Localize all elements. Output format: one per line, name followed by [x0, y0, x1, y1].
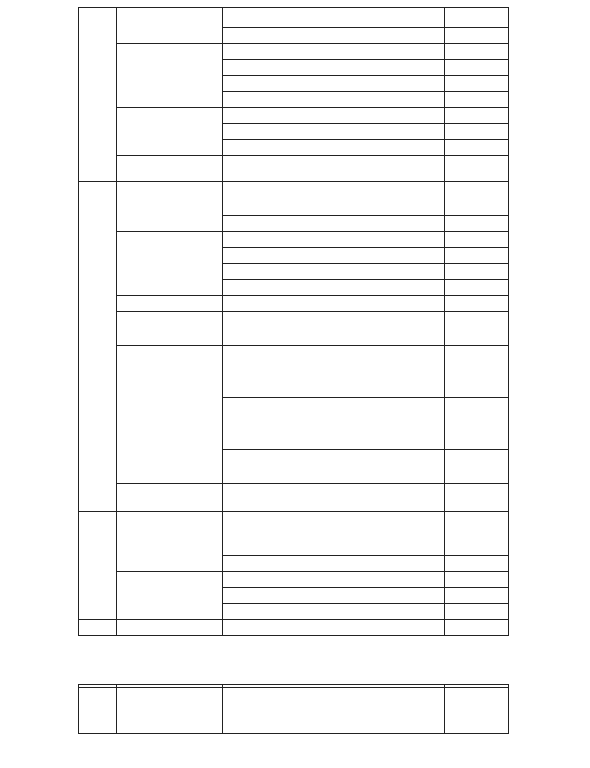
table-row — [79, 232, 509, 248]
point-cell — [223, 44, 445, 60]
unit-cell — [79, 8, 117, 182]
table-row — [79, 296, 509, 312]
point-cell — [223, 248, 445, 264]
item-cell — [117, 156, 223, 182]
req-cell — [445, 140, 509, 156]
req-cell — [445, 450, 509, 484]
req-cell — [445, 92, 509, 108]
point-cell — [223, 140, 445, 156]
table-row — [79, 484, 509, 512]
req-cell — [445, 44, 509, 60]
point-cell — [223, 92, 445, 108]
table-row — [79, 620, 509, 636]
point-cell — [223, 232, 445, 248]
req-cell — [445, 60, 509, 76]
table-row — [79, 182, 509, 216]
point-cell — [223, 312, 445, 346]
req-cell — [445, 124, 509, 140]
table-row — [79, 156, 509, 182]
item-cell — [117, 232, 223, 296]
table-row — [79, 688, 509, 734]
point-cell — [223, 604, 445, 620]
syllabus-table — [78, 7, 509, 636]
table-row — [79, 312, 509, 346]
point-cell — [223, 264, 445, 280]
point-cell — [223, 76, 445, 92]
unit-cell — [79, 182, 117, 512]
req-cell — [445, 216, 509, 232]
point-cell — [223, 346, 445, 398]
item-cell — [117, 182, 223, 232]
unit-cell — [79, 620, 117, 636]
item-cell — [117, 8, 223, 44]
req-cell — [445, 264, 509, 280]
item-cell — [117, 572, 223, 620]
item-cell — [117, 512, 223, 572]
point-cell — [223, 588, 445, 604]
item-cell — [117, 688, 223, 734]
point-cell — [223, 216, 445, 232]
req-cell — [445, 248, 509, 264]
req-cell — [445, 604, 509, 620]
req-cell — [445, 156, 509, 182]
point-cell — [223, 28, 445, 44]
req-cell — [445, 398, 509, 450]
unit-cell — [79, 688, 117, 734]
req-cell — [445, 572, 509, 588]
point-cell — [223, 124, 445, 140]
point-cell — [223, 512, 445, 556]
req-cell — [445, 312, 509, 346]
req-cell — [445, 182, 509, 216]
item-cell — [117, 312, 223, 346]
point-cell — [223, 296, 445, 312]
item-cell — [117, 296, 223, 312]
req-cell — [445, 76, 509, 92]
point-cell — [223, 620, 445, 636]
req-cell — [445, 280, 509, 296]
point-cell — [223, 450, 445, 484]
req-cell — [445, 588, 509, 604]
req-cell — [445, 28, 509, 44]
item-cell — [117, 620, 223, 636]
point-cell — [223, 484, 445, 512]
point-cell — [223, 156, 445, 182]
point-cell — [223, 182, 445, 216]
req-cell — [445, 512, 509, 556]
point-cell — [223, 398, 445, 450]
req-cell — [445, 620, 509, 636]
point-cell — [223, 556, 445, 572]
req-cell — [445, 346, 509, 398]
table-row — [79, 572, 509, 588]
req-cell — [445, 484, 509, 512]
req-cell — [445, 8, 509, 28]
point-cell — [223, 572, 445, 588]
item-cell — [117, 346, 223, 484]
table-row — [79, 8, 509, 28]
table-row — [79, 108, 509, 124]
item-cell — [117, 484, 223, 512]
point-cell — [223, 108, 445, 124]
item-cell — [117, 44, 223, 108]
point-cell — [223, 688, 445, 734]
point-cell — [223, 280, 445, 296]
req-cell — [445, 232, 509, 248]
req-cell — [445, 556, 509, 572]
table-row — [79, 512, 509, 556]
req-cell — [445, 296, 509, 312]
table-row — [79, 346, 509, 398]
req-cell — [445, 688, 509, 734]
clinical-therapy-table — [78, 684, 509, 734]
unit-cell — [79, 512, 117, 620]
req-cell — [445, 108, 509, 124]
table-row — [79, 44, 509, 60]
point-cell — [223, 60, 445, 76]
item-cell — [117, 108, 223, 156]
point-cell — [223, 8, 445, 28]
